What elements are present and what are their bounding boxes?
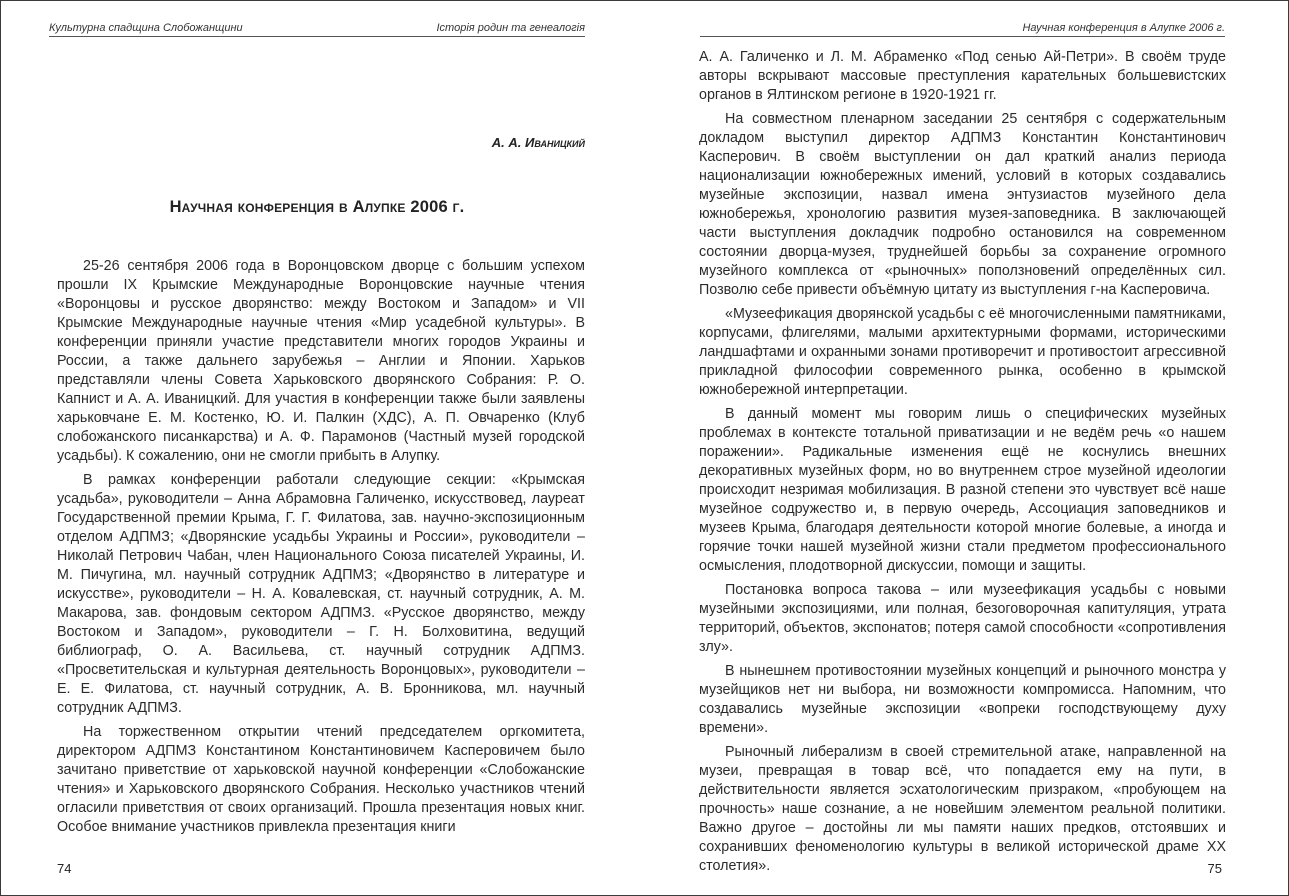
article-title: Научная конференция в Алупке 2006 г. [169, 198, 465, 216]
article-author: А. А. Иваницкий [491, 135, 585, 150]
paragraph: В рамках конференции работали следующие секции: «Крымская усадьба», руководители – Анна Абрамовна Галиченко, искусствовед, лауреат Государственной премии Крыма, Г. Г. Филатова, зав. научно-экспозиционным отделом АДПМЗ; «Дворянские усадьбы Украины и России», руководители – Николай Петрович Чабан, член Национального Союза писателей Украины, И. М. Пичугина, мл. научный сотрудник АДПМЗ; «Дворянство в литературе и искусстве», руководители – Н. А. Ковалевская, ст. научный сотрудник, А. М. Макарова, зав. фондовым сектором АДПМЗ. «Русское дворянство, между Востоком и Западом», руководители – Г. Н. Болховитина, ведущий библиограф, О. А. Васильева, ст. научный сотрудник АДПМЗ. «Просветительская и культурная деятельность Воронцовых», руководители – Е. Е. Филатова, ст. научный сотрудник, А. В. Бронникова, мл. научный сотрудник АДПМЗ. [57, 472, 585, 716]
page-number: 74 [57, 861, 72, 876]
paragraph: На совместном пленарном заседании 25 сентября с содержательным докладом выступил директор АДПМЗ Константин Константинович Касперович. В своём выступлении он дал краткий анализ периода национализации южнобережных имений, условий в которых создавались музейные экспозиции, назвал имена энтузиастов музейного дела южнобережья, хронологию развития музея-заповедника. В заключающей части выступления докладчик подробно остановился на современном состоянии дворца-музея, труднейшей борьбы за сохранение огромного музейного комплекса от «рыночных» поползновений определённых сил. Позволю себе привести объёмную цитату из выступления г-на Касперовича. [699, 111, 1226, 298]
page-number: 75 [1207, 861, 1222, 876]
paragraph: Постановка вопроса такова – или музеефикация усадьбы с новыми музейными экспозициями, или полная, безоговорочная капитуляция, утрата территорий, объектов, экспонатов; потеря самой способности «сопротивления злу». [699, 582, 1226, 655]
paragraph: «Музеефикация дворянской усадьбы с её многочисленными памятниками, корпусами, флигелями, малыми архитектурными формами, историческими ландшафтами и охранными зонами противоречит и противостоит агрессивной прикладной философии современного рынка, особенно в крымской южнобережной интерпретации. [699, 306, 1226, 398]
right-page-body [699, 48, 1226, 881]
paragraph: 25-26 сентября 2006 года в Воронцовском дворце с большим успехом прошли IX Крымские Международные Воронцовские научные чтения «Воронцовы и русское дворянство: между Востоком и Западом» и VII Крымские Международные научные чтения «Мир усадебной культуры». В конференции приняли участие представители многих городов Украины и России, а также дальнего зарубежья – Англии и Японии. Харьков представляли члены Совета Харьковского дворянского Собрания: Р. О. Капнист и А. А. Иваницкий. Для участия в конференции также были заявлены харьковчане Е. М. Костенко, Ю. И. Палкин (ХДС), А. П. Овчаренко (Клуб слобожанского писанкарства) и А. Ф. Парамонов (Частный музей городской усадьбы). К сожалению, они не смогли прибыть в Алупку. [57, 258, 585, 464]
journal-title: Культурна спадщина Слобожанщини [49, 22, 243, 34]
article-running-title: Научная конференция в Алупке 2006 г. [1022, 22, 1225, 34]
paragraph: А. А. Галиченко и Л. М. Абраменко «Под сенью Ай-Петри». В своём труде авторы вскрывают массовые преступления карательных большевистских органов в Ялтинском регионе в 1920-1921 гг. [699, 49, 1226, 103]
left-page-body [57, 257, 585, 842]
paragraph: Рыночный либерализм в своей стремительной атаке, направленной на музеи, превращая в товар всё, что попадается ему на пути, в действительности является эсхатологическим призраком, «пробующем на прочность» наше сознание, а не новейшим элементом реальной политики. Важно другое – достойны ли мы памяти наших предков, отстоявших и сохранивших феноменологию культуры в великой исторической драме XX столетия». [699, 744, 1226, 874]
paragraph: В данный момент мы говорим лишь о специфических музейных проблемах в контексте тотальной приватизации и не ведём речь «о нашем поражении». Радикальные изменения ещё не коснулись внешних декоративных музейных форм, но во внутреннем строе музейной идеологии происходит незримая мобилизация. В разной степени это чувствует всё наше музейное содружество и, в первую очередь, Ассоциация заповедников и музеев Крыма, благодаря деятельности которой многие болевые, а иногда и горячие точки нашей музейной жизни стали предметом профессионального осмысления, плодотворной дискуссии, помощи и защиты. [699, 406, 1226, 574]
right-page [645, 0, 1289, 896]
section-title: Історія родин та генеалогія [436, 22, 585, 34]
paragraph: В нынешнем противостоянии музейных концепций и рыночного монстра у музейщиков нет ни выбора, ни возможности компромисса. Напомним, что создавались музейные экспозиции «вопреки господствующему духу времени». [699, 663, 1226, 736]
running-header-right [700, 18, 1225, 37]
running-header-left [49, 18, 585, 37]
paragraph: На торжественном открытии чтений председателем оргкомитета, директором АДПМЗ Константином Константиновичем Касперовичем было зачитано приветствие от харьковской научной конференции «Слобожанские чтения» и Харьковского дворянского Собрания. Несколько участников чтений огласили приветствия от своих организаций. Прошла презентация новых книг. Особое внимание участников привлекла презентация книги [57, 724, 585, 835]
